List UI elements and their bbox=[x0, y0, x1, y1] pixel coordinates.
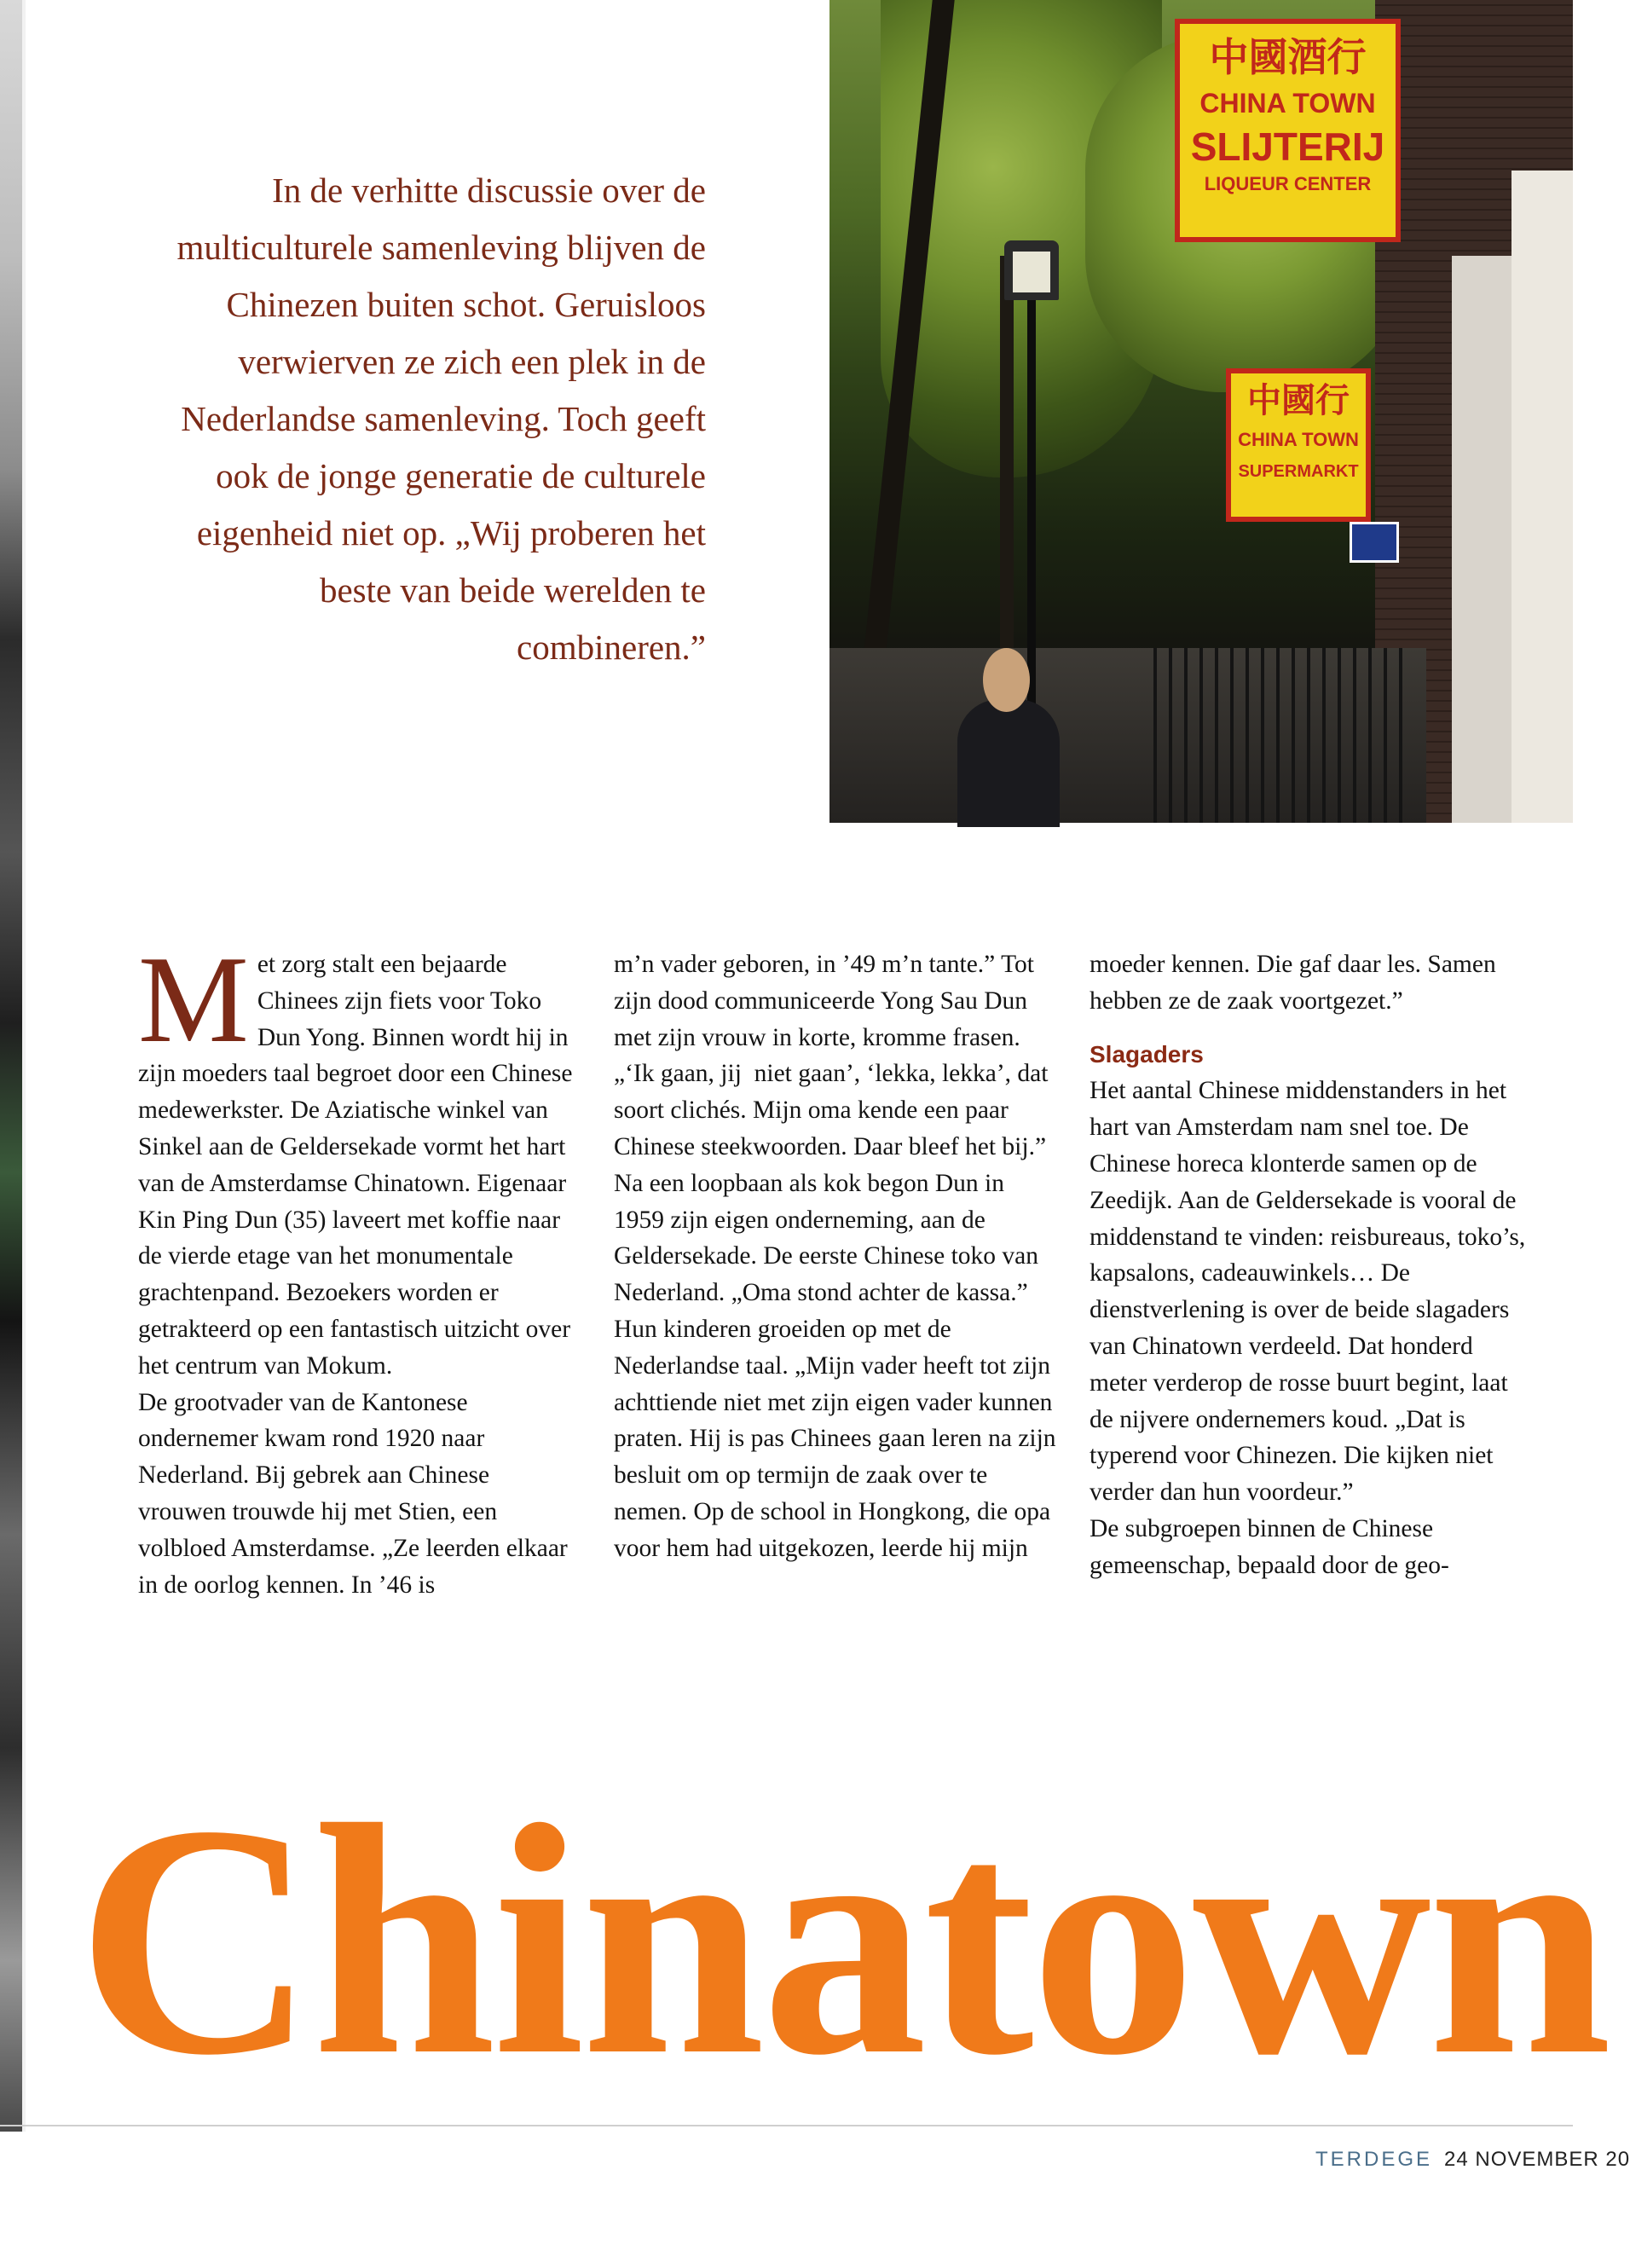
building-pillar bbox=[1512, 171, 1573, 823]
article-paragraph: Het aantal Chinese middenstanders in het hart van Amsterdam nam snel toe. De Chinese horeca klonterde samen op de Zeedijk. Aan de Geldersekade is vooral de middenstand te vinden: reisbureaus, toko’s, kapsalons, cadeauwinkels… De dienstverlening is over de beide slagaders van Chinatown verdeeld. Dat honderd meter verderop de rosse buurt begint, laat de nijvere ondernemers koud. „Dat is typerend voor Chinezen. Die kijken niet verder dan hun voordeur.” bbox=[1090, 1077, 1526, 1507]
section-subhead: Slagaders bbox=[1090, 1040, 1204, 1067]
intro-lead-text: In de verhitte discussie over de multiculturele samenleving blijven de Chinezen buiten schot. Geruisloos verwierven ze zich een plek in de Nederlandse samenleving. Toch geeft ook de jonge generatie de culturele eigenheid niet op. „Wij proberen het beste van beide werelden te combineren.” bbox=[176, 171, 706, 667]
article-paragraph: Na een loopbaan als kok begon Dun in 1959 zijn eigen onderneming, aan de Geldersekade. De eerste Chinese toko van Nederland. „Oma stond achter de kassa.” bbox=[614, 1169, 1039, 1307]
article-paragraph: De grootvader van de Kantonese ondernemer kwam rond 1920 naar Nederland. Bij gebrek aan Chinese vrouwen trouwde hij met Stien, een volbloed Amsterdamse. „Ze leerden elkaar in de oorlog kennen. In ’46 is bbox=[138, 1388, 568, 1599]
supermarkt-sign bbox=[1226, 368, 1371, 522]
article-paragraph: Hun kinderen groeiden op met de Nederlandse taal. „Mijn vader heeft tot zijn achttiende niet met zijn eigen vader kunnen praten. Hij is pas Chinees gaan leren na zijn besluit om op termijn de zaak over te nemen. Op de school in Hongkong, die opa voor hem had uitgekozen, leerde hij mijn bbox=[614, 1315, 1056, 1562]
previous-page-photo-edge bbox=[0, 0, 26, 2132]
article-paragraph: m’n vader geboren, in ’49 m’n tante.” Tot zijn dood communiceerde Yong Sau Dun met zijn vrouw in korte, kromme frasen. „‘Ik gaan, jij niet gaan’, ‘lekka, lekka’, dat soort clichés. Mijn oma kende een paar Chinese steekwoorden. Daar bleef het bij.” bbox=[614, 951, 1049, 1160]
sign-line: SUPERMARKT bbox=[1238, 462, 1359, 481]
chinatown-street-photo bbox=[829, 0, 1573, 823]
pedestrian bbox=[957, 648, 1060, 823]
small-blue-sign bbox=[1350, 522, 1399, 563]
sign-line: CHINA TOWN bbox=[1238, 429, 1359, 450]
article-paragraph: De subgroepen binnen de Chinese gemeenschap, bepaald door de geo- bbox=[1090, 1514, 1449, 1579]
page-footer bbox=[1315, 2147, 1630, 2173]
street-lamp-glass bbox=[1013, 252, 1050, 292]
railing bbox=[1153, 648, 1409, 823]
paragraph-text: et zorg stalt een bejaarde Chinees zijn fiets voor Toko Dun Yong. Binnen wordt hij in zijn moeders taal begroet door een Chinese medewerkster. De Aziatische winkel van Sinkel aan de Geldersekade vormt het hart van de Amsterdamse Chinatown. Eigenaar Kin Ping Dun (35) laveert met koffie naar de vierde etage van het monumentale grachtenpand. Bezoekers worden er getrakteerd op een fantastisch uitzicht over het centrum van Mokum. bbox=[138, 951, 573, 1380]
slijterij-sign bbox=[1175, 19, 1401, 242]
article-paragraph bbox=[138, 930, 581, 1385]
sign-line: SLIJTERIJ bbox=[1190, 124, 1385, 169]
footer-divider bbox=[0, 2125, 1573, 2126]
article-column-1 bbox=[138, 930, 581, 1603]
paragraph-spacer bbox=[1090, 1020, 1533, 1037]
issue-date: 24 NOVEMBER 20 bbox=[1444, 2148, 1630, 2171]
drop-cap: M bbox=[138, 930, 249, 1068]
sign-line: CHINA TOWN bbox=[1199, 88, 1376, 119]
sign-line: LIQUEUR CENTER bbox=[1204, 173, 1372, 194]
article-title: Chinatown bbox=[77, 1756, 1609, 2123]
article-column-2 bbox=[614, 946, 1057, 1567]
article-paragraph: moeder kennen. Die gaf daar les. Samen hebben ze de zaak voortgezet.” bbox=[1090, 951, 1496, 1015]
sign-chinese-characters: 中國酒行 bbox=[1209, 35, 1367, 79]
sign-chinese-characters: 中國行 bbox=[1247, 382, 1350, 419]
building-pillar bbox=[1452, 256, 1512, 823]
magazine-name: TERDEGE bbox=[1315, 2148, 1433, 2171]
article-column-3 bbox=[1090, 946, 1533, 1584]
